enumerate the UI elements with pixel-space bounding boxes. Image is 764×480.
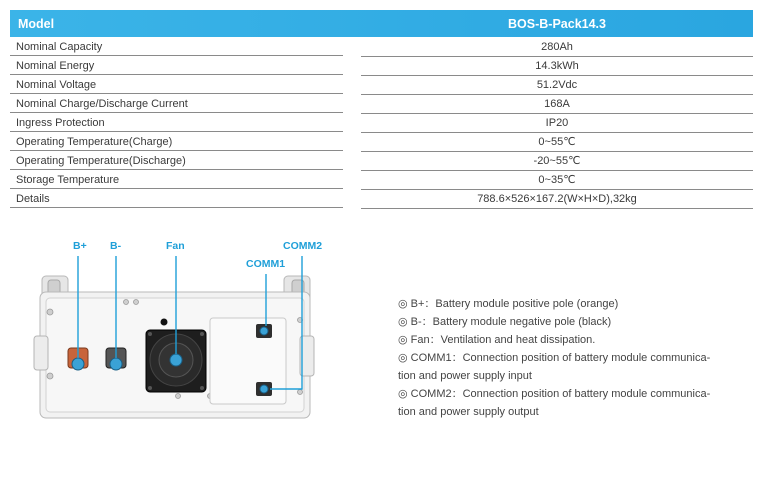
spec-row <box>10 38 753 57</box>
spec-label: Ingress Protection <box>10 114 343 132</box>
callout-b-plus: B+ <box>73 240 87 252</box>
battery-module-drawing <box>30 236 330 426</box>
spec-row <box>10 190 753 209</box>
spec-row <box>10 57 753 76</box>
spec-table-header <box>10 10 753 37</box>
spec-label: Operating Temperature(Discharge) <box>10 152 343 170</box>
spec-value: 14.3kWh <box>361 57 753 76</box>
spec-value: 280Ah <box>361 38 753 57</box>
legend-line: ◎ B+：Battery module positive pole (orange) <box>398 298 619 310</box>
spec-row <box>10 76 753 95</box>
spec-value: 51.2Vdc <box>361 76 753 95</box>
legend <box>398 295 738 421</box>
legend-line: tion and power supply output <box>398 406 539 418</box>
spec-row <box>10 95 753 114</box>
legend-line: ◎ COMM2：Connection position of battery module communica- <box>398 388 711 400</box>
spec-row <box>10 133 753 152</box>
spec-rows <box>10 37 753 209</box>
comm-panel <box>210 318 286 404</box>
header-model-value: BOS-B-Pack14.3 <box>508 17 606 31</box>
side-handle-left <box>34 336 48 370</box>
spec-value: 0~55℃ <box>361 133 753 152</box>
comm2-port <box>256 382 272 396</box>
spec-label: Operating Temperature(Charge) <box>10 133 343 151</box>
legend-line: ◎ B-：Battery module negative pole (black) <box>398 316 612 328</box>
header-label: Model <box>18 17 55 31</box>
spec-label: Nominal Charge/Discharge Current <box>10 95 343 113</box>
spec-value: -20~55℃ <box>361 152 753 171</box>
spec-value: IP20 <box>361 114 753 133</box>
callout-comm1: COMM1 <box>246 258 286 270</box>
legend-line: tion and power supply input <box>398 370 532 382</box>
spec-value: 0~35℃ <box>361 171 753 190</box>
spec-label: Nominal Voltage <box>10 76 343 94</box>
indicator-hole <box>161 319 168 326</box>
callout-comm2: COMM2 <box>283 240 323 252</box>
spec-row <box>10 152 753 171</box>
spec-value: 168A <box>361 95 753 114</box>
spec-table <box>10 10 753 209</box>
battery-module-figure <box>30 236 330 426</box>
comm1-port <box>256 324 272 338</box>
spec-label: Storage Temperature <box>10 171 343 189</box>
spec-label: Nominal Energy <box>10 57 343 75</box>
spec-label: Nominal Capacity <box>10 38 343 56</box>
callout-b-minus: B- <box>110 240 122 252</box>
spec-row <box>10 171 753 190</box>
spec-label: Details <box>10 190 343 208</box>
callout-fan: Fan <box>166 240 185 252</box>
legend-line: ◎ Fan：Ventilation and heat dissipation. <box>398 334 596 346</box>
legend-line: ◎ COMM1：Connection position of battery module communica- <box>398 352 711 364</box>
spec-row <box>10 114 753 133</box>
spec-value: 788.6×526×167.2(W×H×D),32kg <box>361 190 753 209</box>
